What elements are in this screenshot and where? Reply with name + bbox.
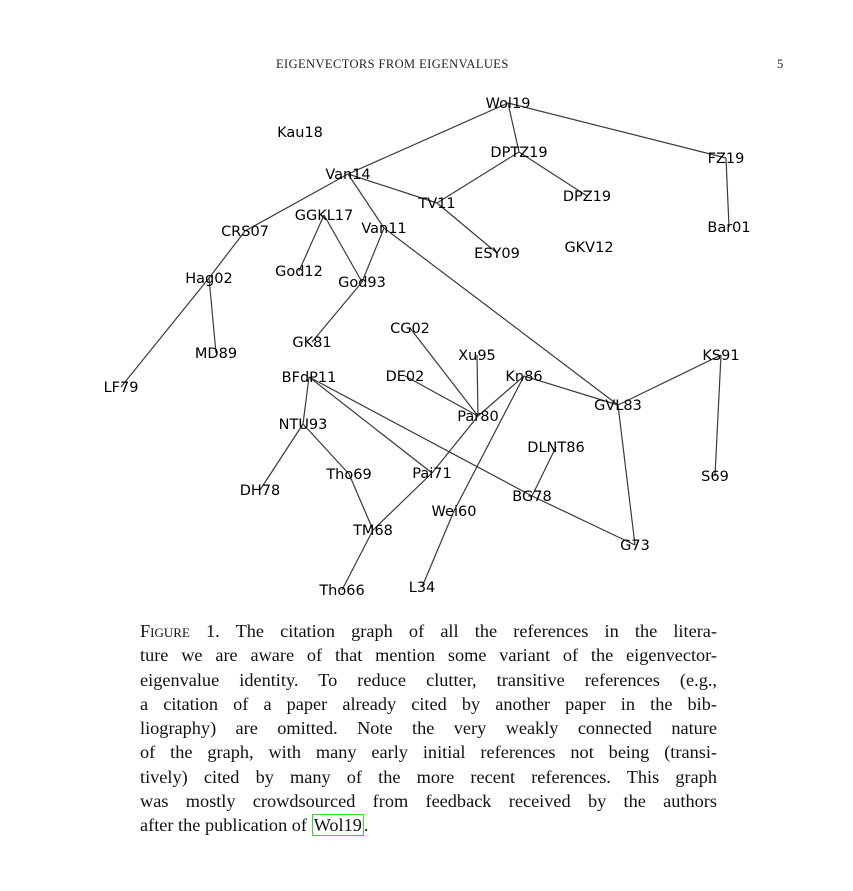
node-Hag02: Hag02 bbox=[185, 271, 233, 287]
node-DPZ19: DPZ19 bbox=[562, 189, 612, 205]
graph-nodes bbox=[104, 96, 751, 599]
node-Tho66: Tho66 bbox=[319, 583, 365, 599]
node-NTU93: NTU93 bbox=[278, 417, 328, 433]
node-GGKL17: GGKL17 bbox=[294, 208, 354, 224]
edge-BFdP11-Pai71 bbox=[309, 377, 432, 473]
caption-line: eigenvalue identity. To reduce clutter, transitive references (e.g., bbox=[140, 669, 717, 690]
node-TV11: TV11 bbox=[418, 196, 456, 212]
node-Van11: Van11 bbox=[361, 221, 407, 237]
caption-line: liography) are omitted. Note the very weakly connected nature bbox=[140, 718, 717, 739]
node-God93: God93 bbox=[338, 275, 386, 291]
node-CRS07: CRS07 bbox=[221, 224, 269, 240]
caption-line: after the publication of Wol19 . bbox=[140, 815, 369, 836]
edge-GGKL17-God93 bbox=[324, 215, 362, 282]
edge-Hag02-MD89 bbox=[209, 278, 216, 353]
node-Tho69: Tho69 bbox=[326, 467, 372, 483]
edge-FZ19-Bar01 bbox=[726, 158, 729, 227]
node-DE02: DE02 bbox=[385, 369, 425, 385]
node-BG78: BG78 bbox=[512, 489, 552, 505]
node-DH78: DH78 bbox=[239, 483, 281, 499]
edge-Xu95-Par80 bbox=[477, 355, 478, 416]
edge-TM68-Tho66 bbox=[342, 530, 373, 590]
node-DLNT86: DLNT86 bbox=[527, 440, 585, 456]
caption-line: a citation of a paper already cited by another paper in the bib- bbox=[140, 693, 717, 714]
node-Van14: Van14 bbox=[325, 167, 371, 183]
node-Xu95: Xu95 bbox=[458, 348, 496, 364]
node-Kn86: Kn86 bbox=[505, 369, 543, 385]
caption-line: Figure 1. The citation graph of all the references in the litera- bbox=[140, 621, 717, 641]
node-KS91: KS91 bbox=[702, 348, 740, 364]
edge-God93-GK81 bbox=[312, 282, 362, 342]
node-FZ19: FZ19 bbox=[707, 151, 745, 167]
node-GVL83: GVL83 bbox=[594, 398, 642, 414]
edge-GVL83-G73 bbox=[618, 405, 635, 545]
citation-link[interactable]: Wol19 bbox=[313, 815, 362, 836]
caption-line: tively) cited by many of the more recent references. This graph bbox=[140, 766, 717, 787]
figure-caption bbox=[140, 619, 717, 838]
caption-line: was mostly crowdsourced from feedback received by the authors bbox=[140, 791, 717, 812]
node-GK81: GK81 bbox=[292, 335, 332, 351]
edge-Wei60-L34 bbox=[422, 511, 454, 587]
node-ESY09: ESY09 bbox=[474, 246, 520, 262]
running-title: EIGENVECTORS FROM EIGENVALUES bbox=[276, 57, 509, 71]
edge-KS91-S69 bbox=[715, 355, 721, 476]
node-God12: God12 bbox=[275, 264, 323, 280]
node-S69: S69 bbox=[701, 469, 729, 485]
caption-line: of the graph, with many early initial references not being (transi- bbox=[140, 742, 717, 763]
node-Wol19: Wol19 bbox=[485, 96, 531, 112]
node-Wei60: Wei60 bbox=[431, 504, 477, 520]
node-GKV12: GKV12 bbox=[564, 240, 614, 256]
node-Pai71: Pai71 bbox=[412, 466, 452, 482]
caption-line: ture we are aware of that mention some variant of the eigenvector- bbox=[140, 645, 717, 666]
node-Par80: Par80 bbox=[457, 409, 499, 425]
node-DPTZ19: DPTZ19 bbox=[490, 145, 548, 161]
node-G73: G73 bbox=[620, 538, 650, 554]
edge-Hag02-LF79 bbox=[121, 278, 209, 387]
edge-Wol19-Van14 bbox=[348, 103, 508, 174]
edge-NTU93-DH78 bbox=[260, 424, 303, 490]
node-CG02: CG02 bbox=[390, 321, 430, 337]
node-LF79: LF79 bbox=[103, 380, 139, 396]
node-MD89: MD89 bbox=[194, 346, 238, 362]
node-Kau18: Kau18 bbox=[277, 125, 323, 141]
node-TM68: TM68 bbox=[353, 523, 393, 539]
node-L34: L34 bbox=[408, 580, 436, 596]
page-number: 5 bbox=[777, 57, 784, 71]
figure-label: Figure 1. bbox=[140, 621, 220, 641]
node-BFdP11: BFdP11 bbox=[281, 370, 337, 386]
node-Bar01: Bar01 bbox=[707, 220, 751, 236]
